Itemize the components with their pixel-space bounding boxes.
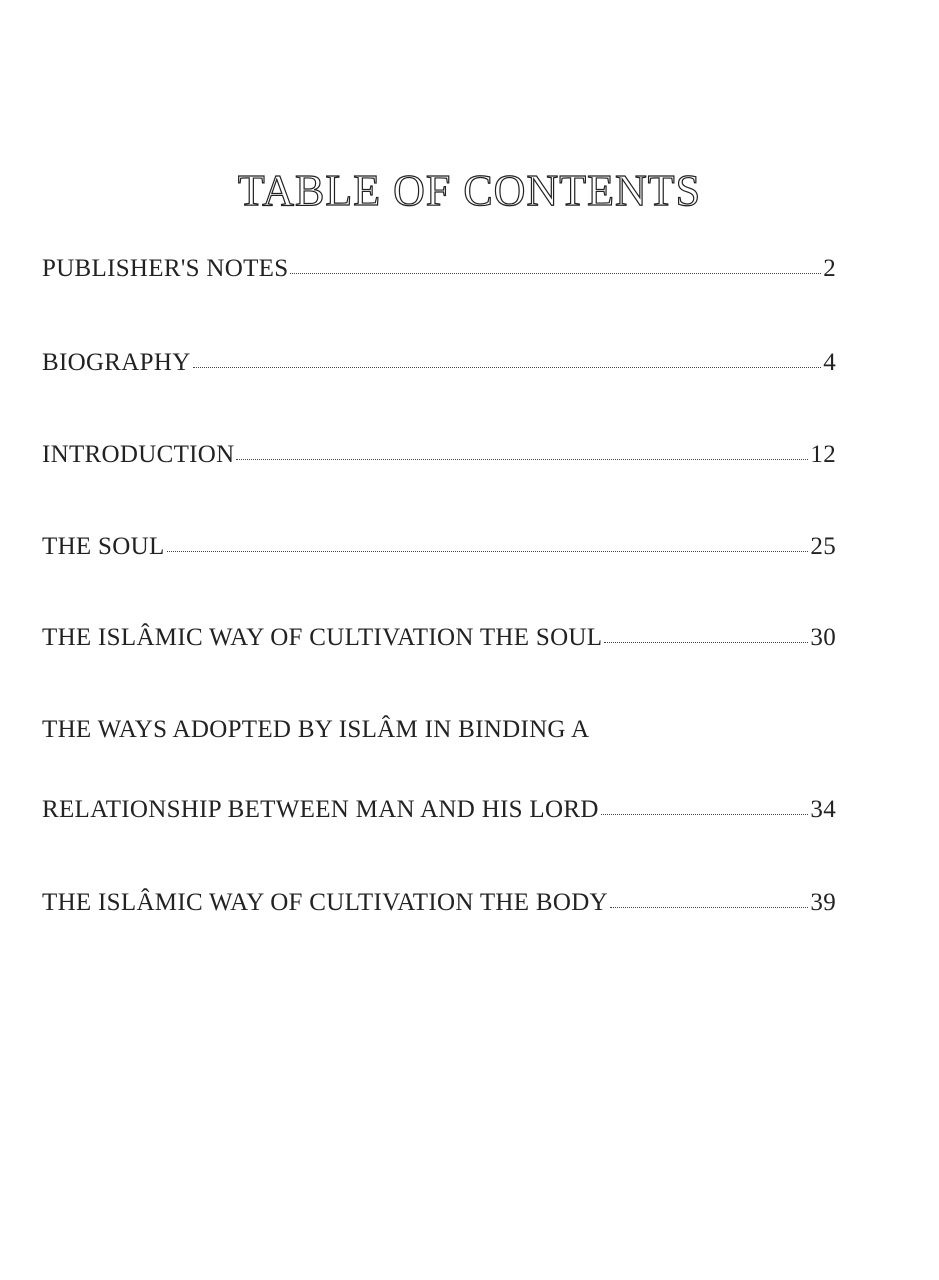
toc-entry-label: RELATIONSHIP BETWEEN MAN AND HIS LORD bbox=[42, 796, 599, 823]
toc-entry-biography[interactable] bbox=[42, 349, 836, 377]
toc-entry-label: THE SOUL bbox=[42, 533, 165, 560]
toc-entry-page: 39 bbox=[810, 889, 836, 916]
dot-leader bbox=[193, 367, 822, 368]
page-title: TABLE OF CONTENTS bbox=[237, 166, 702, 215]
dot-leader bbox=[167, 551, 809, 552]
toc-entry-page: 30 bbox=[810, 624, 836, 651]
toc-entry-label: BIOGRAPHY bbox=[42, 349, 191, 376]
toc-entry-ways-adopted-line1: THE WAYS ADOPTED BY ISLÂM IN BINDING A bbox=[42, 716, 590, 743]
toc-entry-label: THE ISLÂMIC WAY OF CULTIVATION THE SOUL bbox=[42, 624, 603, 651]
toc-entry-label: INTRODUCTION bbox=[42, 441, 235, 468]
toc-entry-the-soul[interactable] bbox=[42, 533, 836, 561]
toc-entry-page: 34 bbox=[810, 796, 836, 823]
toc-entry-introduction[interactable] bbox=[42, 441, 836, 469]
toc-entry-ways-adopted[interactable] bbox=[42, 796, 836, 824]
toc-entry-page: 25 bbox=[810, 533, 836, 560]
toc-entry-page: 2 bbox=[823, 255, 836, 282]
dot-leader bbox=[290, 273, 821, 274]
toc-entry-cultivation-soul[interactable] bbox=[42, 624, 836, 652]
toc-entry-page: 4 bbox=[823, 349, 836, 376]
dot-leader bbox=[236, 459, 808, 460]
dot-leader bbox=[604, 642, 808, 643]
toc-entry-cultivation-body[interactable] bbox=[42, 889, 836, 917]
toc-entry-label: PUBLISHER'S NOTES bbox=[42, 255, 289, 282]
toc-entry-label: THE ISLÂMIC WAY OF CULTIVATION THE BODY bbox=[42, 889, 608, 916]
dot-leader bbox=[601, 814, 809, 815]
dot-leader bbox=[610, 907, 808, 908]
toc-entry-publishers-notes[interactable] bbox=[42, 255, 836, 283]
toc-entry-page: 12 bbox=[810, 441, 836, 468]
